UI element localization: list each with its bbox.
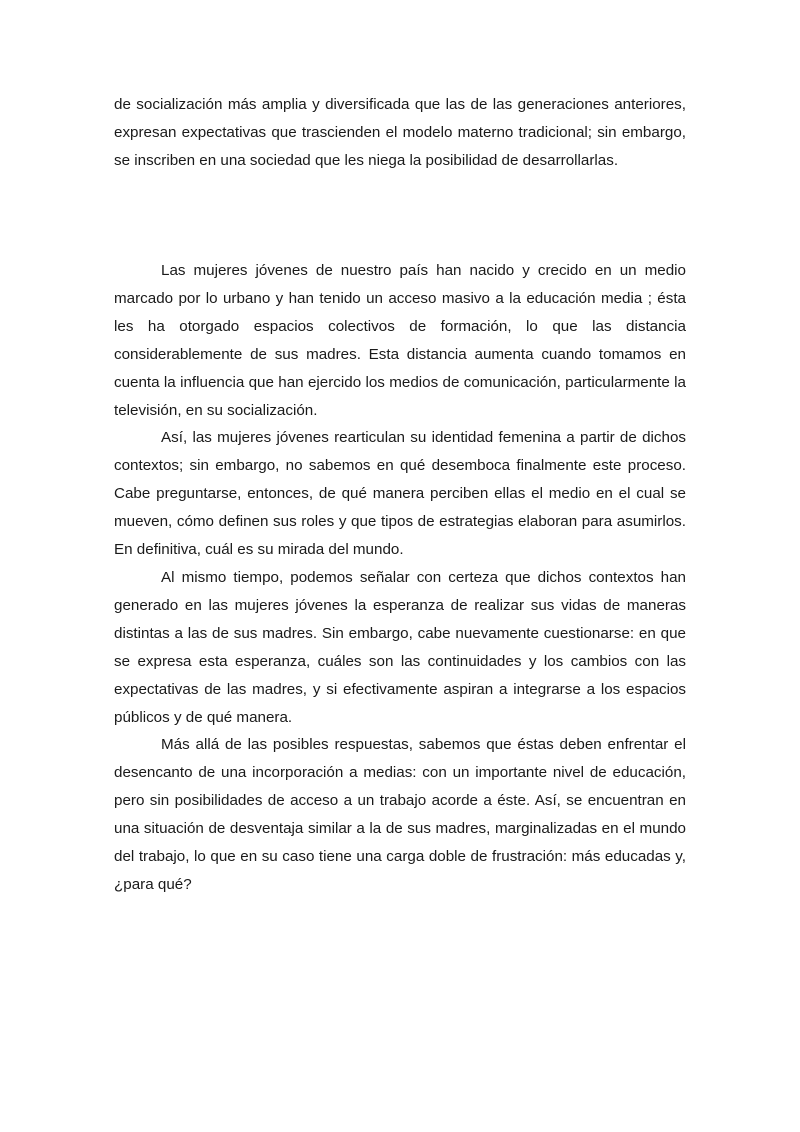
paragraph: Así, las mujeres jóvenes rearticulan su identidad femenina a partir de dichos contextos; sin embargo, no sabemos en qué desemboca finalmente este proceso. Cabe preguntarse, entonces, de qué manera perciben ellas el medio en el cual se mueven, cómo definen sus roles y que tipos de estrategias elaboran para asumirlos. En definitiva, cuál es su mirada del mundo. [114, 429, 686, 559]
paragraph: Las mujeres jóvenes de nuestro país han nacido y crecido en un medio marcado por lo urbano y han tenido un acceso masivo a la educación media ; ésta les ha otorgado espacios colectivos de formación, lo que las distancia considerablemente de sus madres. Esta distancia aumenta cuando tomamos en cuenta la influencia que han ejercido los medios de comunicación, particularmente la televisión, en su socialización. [114, 262, 686, 419]
paragraph: Más allá de las posibles respuestas, sabemos que éstas deben enfrentar el desencanto de una incorporación a medias: con un importante nivel de educación, pero sin posibilidades de acceso a un trabajo acorde a éste. Así, se encuentran en una situación de desventaja similar a la de sus madres, marginalizadas en el mundo del trabajo, lo que en su caso tiene una carga doble de frustración: más educadas y, ¿para qué? [114, 736, 686, 893]
text-section-continued [114, 91, 686, 175]
paragraph: Al mismo tiempo, podemos señalar con certeza que dichos contextos han generado en las mujeres jóvenes la esperanza de realizar sus vidas de maneras distintas a las de sus madres. Sin embargo, cabe nuevamente cuestionarse: en que se expresa esta esperanza, cuáles son las continuidades y los cambios con las expectativas de las madres, y si efectivamente aspiran a integrarse a los espacios públicos y de qué manera. [114, 568, 686, 726]
paragraph-continued: de socialización más amplia y diversificada que las de las generaciones anteriores, expresan expectativas que trascienden el modelo materno tradicional; sin embargo, se inscriben en una sociedad que les niega la posibilidad de desarrollarlas. [114, 96, 686, 169]
text-section-main [114, 257, 686, 899]
